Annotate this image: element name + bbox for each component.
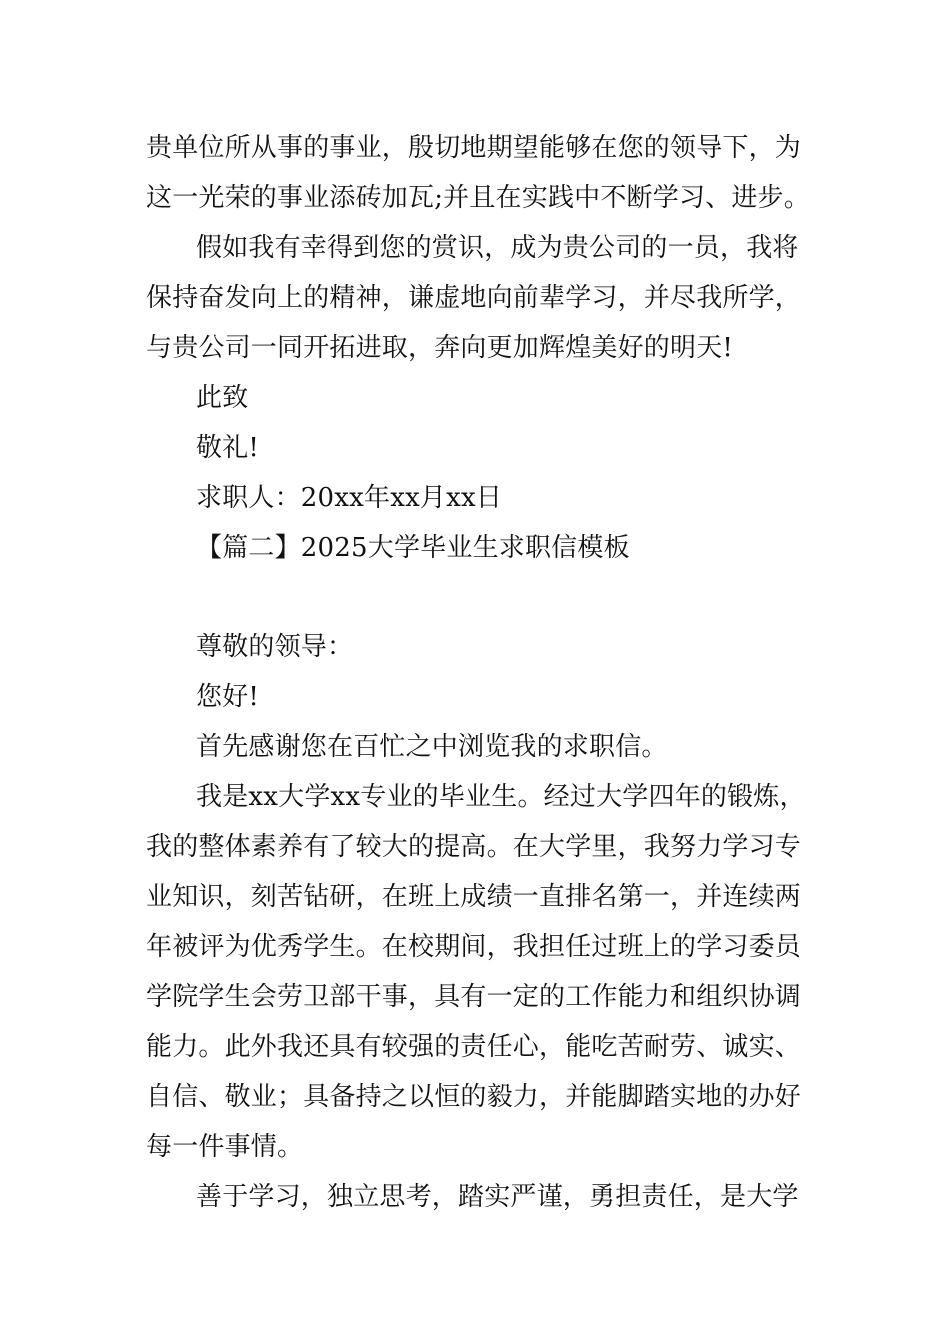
paragraph-line: 假如我有幸得到您的赏识，成为贵公司的一员，我将 [196, 233, 799, 263]
paragraph-line: 善于学习，独立思考，踏实严谨，勇担责任，是大学 [196, 1182, 799, 1212]
paragraph-line: 我的整体素养有了较大的提高。在大学里，我努力学习专 [146, 832, 802, 862]
signature-line: 求职人：20xx年xx月xx日 [196, 483, 503, 513]
closing-respect: 敬礼! [196, 433, 260, 463]
greeting-hello: 您好! [196, 682, 260, 712]
closing-salutation: 此致 [196, 383, 249, 413]
paragraph-line: 自信、敬业；具备持之以恒的毅力，并能脚踏实地的办好 [146, 1082, 802, 1112]
paragraph-line: 每一件事情。 [146, 1132, 304, 1162]
paragraph-line: 贵单位所从事的事业，殷切地期望能够在您的领导下，为 [146, 133, 802, 163]
section-heading: 【篇二】2025大学毕业生求职信模板 [196, 533, 630, 563]
paragraph-line: 与贵公司一同开拓进取，奔向更加辉煌美好的明天! [146, 333, 734, 363]
paragraph-line: 我是xx大学xx专业的毕业生。经过大学四年的锻炼， [196, 782, 806, 812]
paragraph-line: 保持奋发向上的精神，谦虚地向前辈学习，并尽我所学， [146, 283, 802, 313]
paragraph-line: 首先感谢您在百忙之中浏览我的求职信。 [196, 732, 668, 762]
paragraph-line: 学院学生会劳卫部干事，具有一定的工作能力和组织协调 [146, 982, 802, 1012]
paragraph-line: 能力。此外我还具有较强的责任心，能吃苦耐劳、诚实、 [146, 1032, 802, 1062]
greeting-line: 尊敬的领导： [196, 632, 354, 662]
paragraph-line: 年被评为优秀学生。在校期间，我担任过班上的学习委员 [146, 932, 802, 962]
paragraph-line: 业知识，刻苦钻研，在班上成绩一直排名第一，并连续两 [146, 882, 802, 912]
paragraph-line: 这一光荣的事业添砖加瓦;并且在实践中不断学习、进步。 [146, 183, 810, 213]
